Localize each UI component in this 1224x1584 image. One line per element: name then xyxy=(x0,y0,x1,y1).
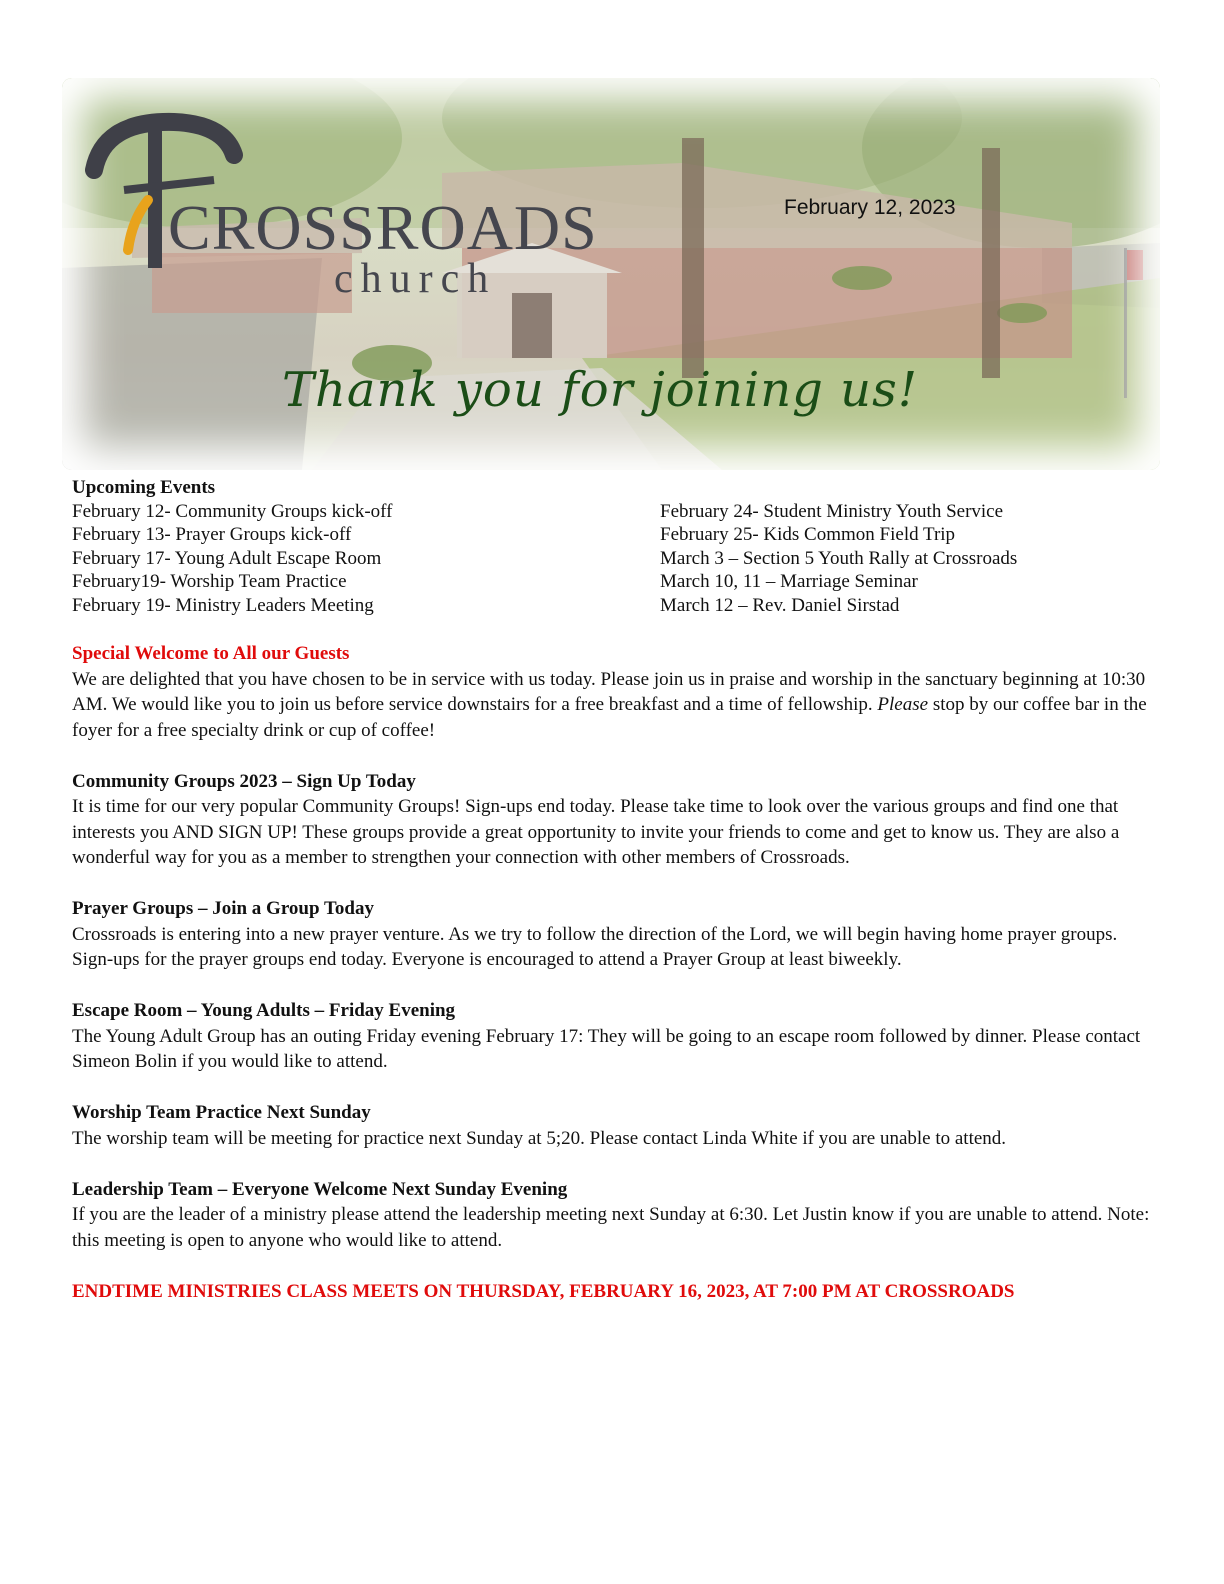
list-item: February 17- Young Adult Escape Room xyxy=(72,547,382,569)
text-emphasis: Please xyxy=(877,694,929,715)
list-item: March 12 – Rev. Daniel Sirstad xyxy=(660,594,900,616)
flag-icon xyxy=(1127,250,1143,280)
section-text: The Young Adult Group has an outing Friday evening February 17: They will be going to an escape room followed by dinner. Please contact Simeon Bolin if you would like to attend. xyxy=(72,1025,1141,1072)
section-text: If you are the leader of a ministry please attend the leadership meeting next Sunday at 6:30. Let Justin know if you are unable to attend. Note: this meeting is open to anyone who would like to attend. xyxy=(72,1204,1150,1251)
logo-subtitle: church xyxy=(334,256,497,302)
section-title: Escape Room – Young Adults – Friday Evening xyxy=(72,1000,456,1021)
prayer-groups-section xyxy=(72,896,1152,973)
welcome-section xyxy=(72,641,1152,743)
header-banner xyxy=(62,78,1160,470)
section-title: Prayer Groups – Join a Group Today xyxy=(72,898,374,919)
list-item: February19- Worship Team Practice xyxy=(72,571,347,592)
text-part: stop by our coffee bar in the foyer for a free specialty drink or cup of coffee! xyxy=(72,694,1147,741)
bulletin-body xyxy=(72,641,1152,1304)
section-text: Crossroads is entering into a new prayer venture. As we try to follow the direction of the Lord, we will begin having home prayer groups. Sign-ups for the prayer groups end today. Everyone is encouraged to attend a Prayer Group at least biweekly. xyxy=(72,923,1118,970)
upcoming-events xyxy=(72,476,1152,617)
events-title: Upcoming Events xyxy=(72,477,216,498)
section-title: Special Welcome to All our Guests xyxy=(72,643,350,664)
list-item: March 10, 11 – Marriage Seminar xyxy=(660,571,918,592)
community-groups-section xyxy=(72,769,1152,871)
list-item: February 12- Community Groups kick-off xyxy=(72,500,393,522)
welcome-tagline: Thank you for joining us! xyxy=(282,362,918,418)
escape-room-section xyxy=(72,998,1152,1075)
section-title: Community Groups 2023 – Sign Up Today xyxy=(72,770,416,792)
worship-practice-section xyxy=(72,1100,1152,1151)
section-text: The worship team will be meeting for practice next Sunday at 5;20. Please contact Linda White if you are unable to attend. xyxy=(72,1127,1007,1149)
logo-name: CROSSROADS xyxy=(168,192,598,263)
section-text: It is time for our very popular Community Groups! Sign-ups end today. Please take time to look over the various groups and find one that interests you AND SIGN UP! These groups provide a great opportunity to invite your friends to come and get to know us. They are also a wonderful way for you as a member to strengthen your connection with other members of Crossroads. xyxy=(72,796,1120,868)
list-item: February 25- Kids Common Field Trip xyxy=(660,524,956,545)
list-item: February 24- Student Ministry Youth Service xyxy=(660,500,1004,522)
list-item: March 3 – Section 5 Youth Rally at Crossroads xyxy=(660,547,1018,569)
events-list-right xyxy=(660,500,1152,618)
list-item: February 13- Prayer Groups kick-off xyxy=(72,524,352,545)
list-item: February 19- Ministry Leaders Meeting xyxy=(72,594,374,616)
leadership-section xyxy=(72,1177,1152,1254)
section-title: Leadership Team – Everyone Welcome Next Sunday Evening xyxy=(72,1178,568,1200)
church-logo xyxy=(84,100,598,310)
section-text xyxy=(72,667,1152,744)
class-announcement: ENDTIME MINISTRIES CLASS MEETS ON THURSDAY, FEBRUARY 16, 2023, AT 7:00 PM AT CROSSROADS xyxy=(72,1280,1015,1302)
section-title: Worship Team Practice Next Sunday xyxy=(72,1102,371,1123)
events-list-left xyxy=(72,500,660,618)
bulletin-date: February 12, 2023 xyxy=(784,196,956,219)
text-part: We are delighted that you have chosen to be in service with us today. Please join us in praise and worship in the sanctuary beginning at 10:30 AM. We would like you to join us before service downstairs for a free breakfast and a time of fellowship. xyxy=(72,668,1146,715)
